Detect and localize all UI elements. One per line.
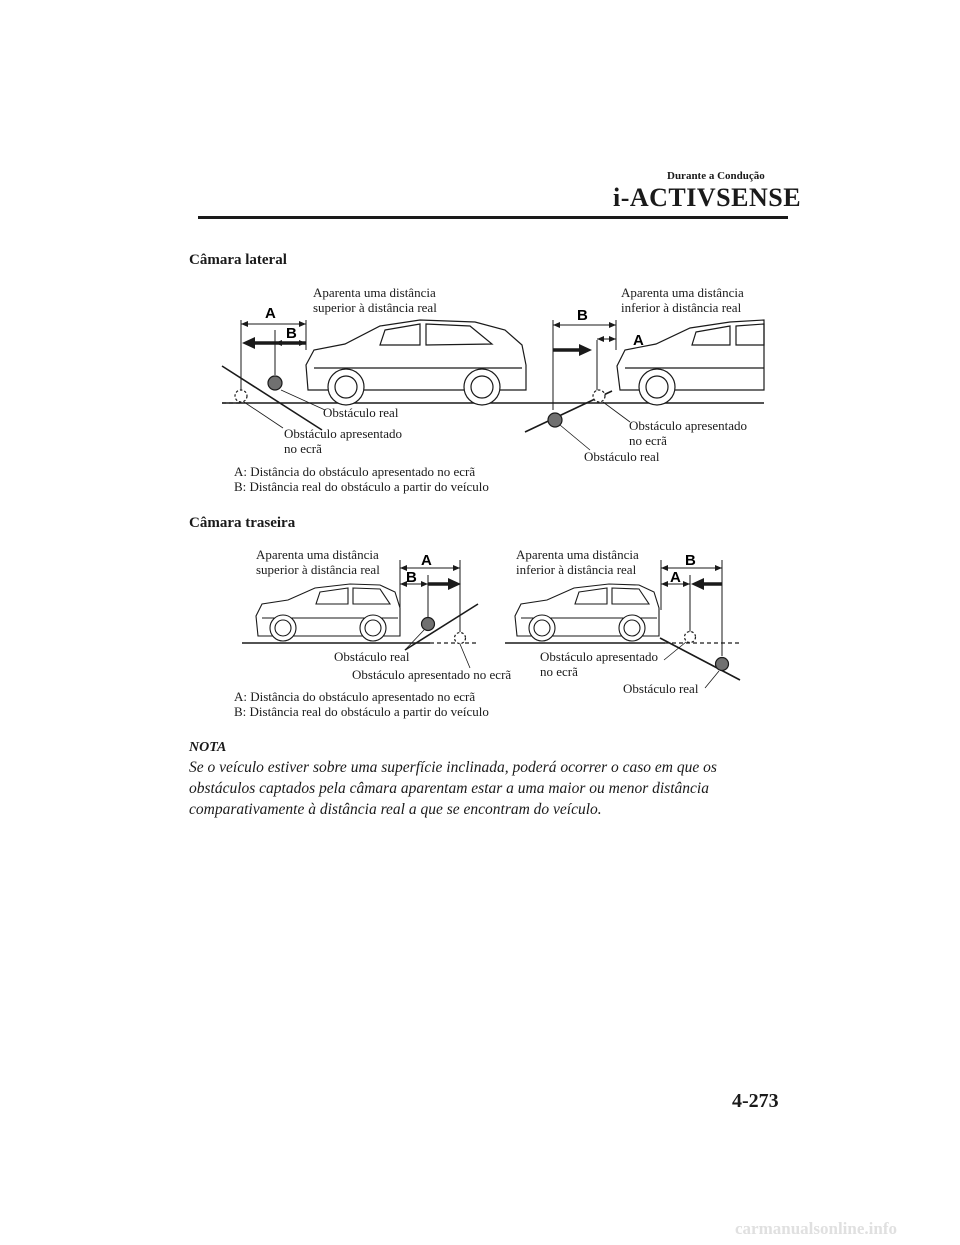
rear-right-screen-label-2: no ecrã <box>540 664 578 679</box>
note-title: NOTA <box>189 740 227 755</box>
side-right-letter-a: A <box>633 332 644 349</box>
side-left-top-label-1: Aparenta uma distância <box>313 285 436 300</box>
rear-right-letter-b: B <box>685 552 696 569</box>
side-right-letter-b: B <box>577 307 588 324</box>
rear-left-real-label: Obstáculo real <box>334 649 410 664</box>
rear-right-letter-a: A <box>670 569 681 586</box>
rear-right-screen-obstacle <box>685 632 696 643</box>
side-left-screen-label-2: no ecrã <box>284 441 322 456</box>
note-line-2: obstáculos captados pela câmara aparentam estar a uma maior ou menor distância <box>189 780 709 797</box>
side-legend-b: B: Distância real do obstáculo a partir do veículo <box>234 479 489 494</box>
rear-left-letter-a: A <box>421 552 432 569</box>
side-left-letter-b: B <box>286 325 297 342</box>
rear-right-top-label-2: inferior à distância real <box>516 562 637 577</box>
rear-left-screen-obstacle <box>455 633 466 644</box>
side-camera-heading: Câmara lateral <box>189 252 287 268</box>
rear-left-top-label-1: Aparenta uma distância <box>256 547 379 562</box>
side-left-real-label: Obstáculo real <box>323 405 399 420</box>
chapter-title: i-ACTIVSENSE <box>613 183 802 212</box>
rear-left-letter-b: B <box>406 569 417 586</box>
side-left-letter-a: A <box>265 305 276 322</box>
side-left-screen-label-1: Obstáculo apresentado <box>284 426 403 441</box>
rear-legend-b: B: Distância real do obstáculo a partir do veículo <box>234 704 489 719</box>
page-number: 4-273 <box>732 1090 779 1112</box>
rear-left-real-obstacle <box>422 618 435 631</box>
side-right-top-label-2: inferior à distância real <box>621 300 742 315</box>
side-right-screen-label-1: Obstáculo apresentado <box>629 418 748 433</box>
side-right-top-label-1: Aparenta uma distância <box>621 285 744 300</box>
rear-left-top-label-2: superior à distância real <box>256 562 380 577</box>
rear-right-slope-line <box>660 638 740 680</box>
footer-watermark: carmanualsonline.info <box>735 1219 897 1238</box>
rear-legend-a: A: Distância do obstáculo apresentado no ecrã <box>234 689 476 704</box>
rear-right-real-obstacle <box>716 658 729 671</box>
rear-right-real-label: Obstáculo real <box>623 681 699 696</box>
rear-camera-heading: Câmara traseira <box>189 515 296 531</box>
side-right-real-label: Obstáculo real <box>584 449 660 464</box>
rear-left-car <box>256 584 400 641</box>
side-left-top-label-2: superior à distância real <box>313 300 437 315</box>
note-line-1: Se o veículo estiver sobre uma superfície inclinada, poderá ocorrer o caso em que os <box>189 759 717 776</box>
rear-right-top-label-1: Aparenta uma distância <box>516 547 639 562</box>
rear-right-screen-label-1: Obstáculo apresentado <box>540 649 659 664</box>
note-line-3: comparativamente à distância real a que se encontram do veículo. <box>189 801 602 818</box>
side-right-screen-label-2: no ecrã <box>629 433 667 448</box>
section-label: Durante a Condução <box>667 170 765 182</box>
rear-left-screen-label: Obstáculo apresentado no ecrã <box>352 667 512 682</box>
side-legend-a: A: Distância do obstáculo apresentado no ecrã <box>234 464 476 479</box>
rear-right-car <box>515 584 659 641</box>
